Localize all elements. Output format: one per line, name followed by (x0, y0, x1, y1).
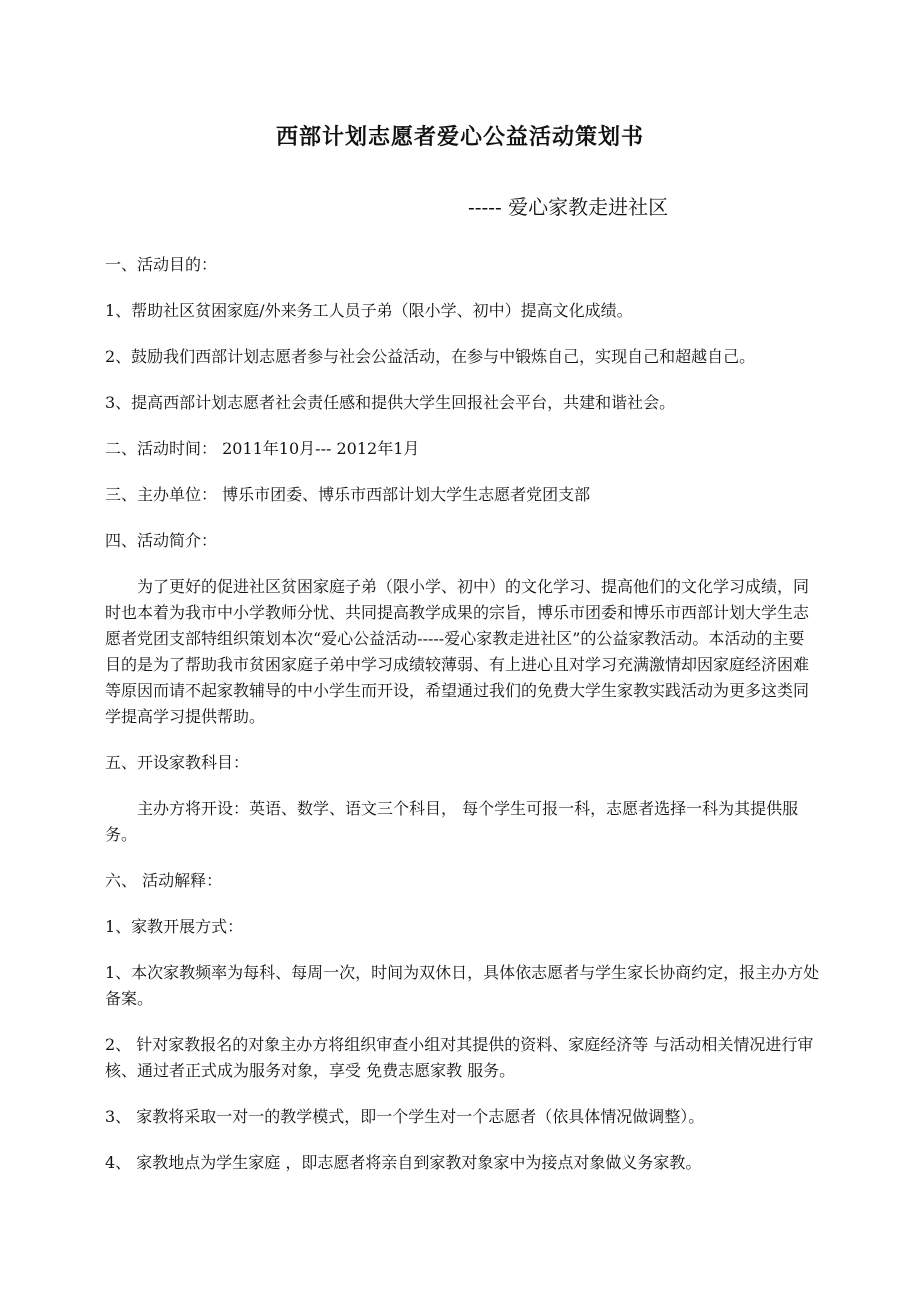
document-paragraph: 3、提高西部计划志愿者社会责任感和提供大学生回报社会平台，共建和谐社会。 (105, 393, 676, 412)
document-paragraph: 1、帮助社区贫困家庭/外来务工人员子弟（限小学、初中）提高文化成绩。 (105, 301, 633, 320)
document-paragraph: 一、活动目的： (105, 255, 218, 274)
document-subtitle: ----- 爱心家教走进社区 (468, 195, 669, 219)
document-paragraph: 二、活动时间： 2011年10月--- 2012年1月 (105, 439, 420, 458)
document-title: 西部计划志愿者爱心公益活动策划书 (275, 124, 644, 150)
document-paragraph: 2、鼓励我们西部计划志愿者参与社会公益活动，在参与中锻炼自己，实现自己和超越自己。 (105, 347, 756, 366)
document-paragraph: 1、本次家教频率为每科、每周一次，时间为双休日，具体依志愿者与学生家长协商约定，报主办方处备案。 (105, 963, 820, 1008)
document-paragraph: 2、 针对家教报名的对象主办方将组织审查小组对其提供的资料、家庭经济等 与活动相关情况进行审核、通过者正式成为服务对象，享受 免费志愿家教 服务。 (105, 1035, 814, 1080)
document-paragraph: 六、 活动解释： (105, 871, 223, 890)
document-paragraph: 3、 家教将采取一对一的教学模式，即一个学生对一个志愿者（依具体情况做调整）。 (105, 1107, 705, 1126)
document-paragraph: 1、家教开展方式： (105, 917, 244, 936)
document-paragraph: 4、 家教地点为学生家庭 ，即志愿者将亲自到家教对象家中为接点对象做义务家教。 (105, 1153, 702, 1172)
document-paragraph: 三、主办单位： 博乐市团委、博乐市西部计划大学生志愿者党团支部 (105, 485, 591, 504)
document-paragraph: 五、开设家教科目： (105, 753, 250, 772)
document-body (105, 252, 820, 1196)
document-paragraph: 为了更好的促进社区贫困家庭子弟（限小学、初中）的文化学习、提高他们的文化学习成绩，同时也本着为我市中小学教师分忧、共同提高教学成果的宗旨，博乐市团委和博乐市西部计划大学生志愿者党团支部特组织策划本次“爱心公益活动-----爱心家教走进社区”的公益家教活动。本活动的主要目的是为了帮助我市贫困家庭子弟中学习成绩较薄弱、有上进心且对学习充满激情却因家庭经济困难等原因而请不起家教辅导的中小学生而开设，希望通过我们的免费大学生家教实践活动为更多这类同学提高学习提供帮助。 (105, 577, 810, 726)
document-paragraph: 四、活动简介： (105, 531, 218, 550)
document-paragraph: 主办方将开设：英语、数学、语文三个科目， 每个学生可报一科，志愿者选择一科为其提供服务。 (105, 799, 799, 844)
